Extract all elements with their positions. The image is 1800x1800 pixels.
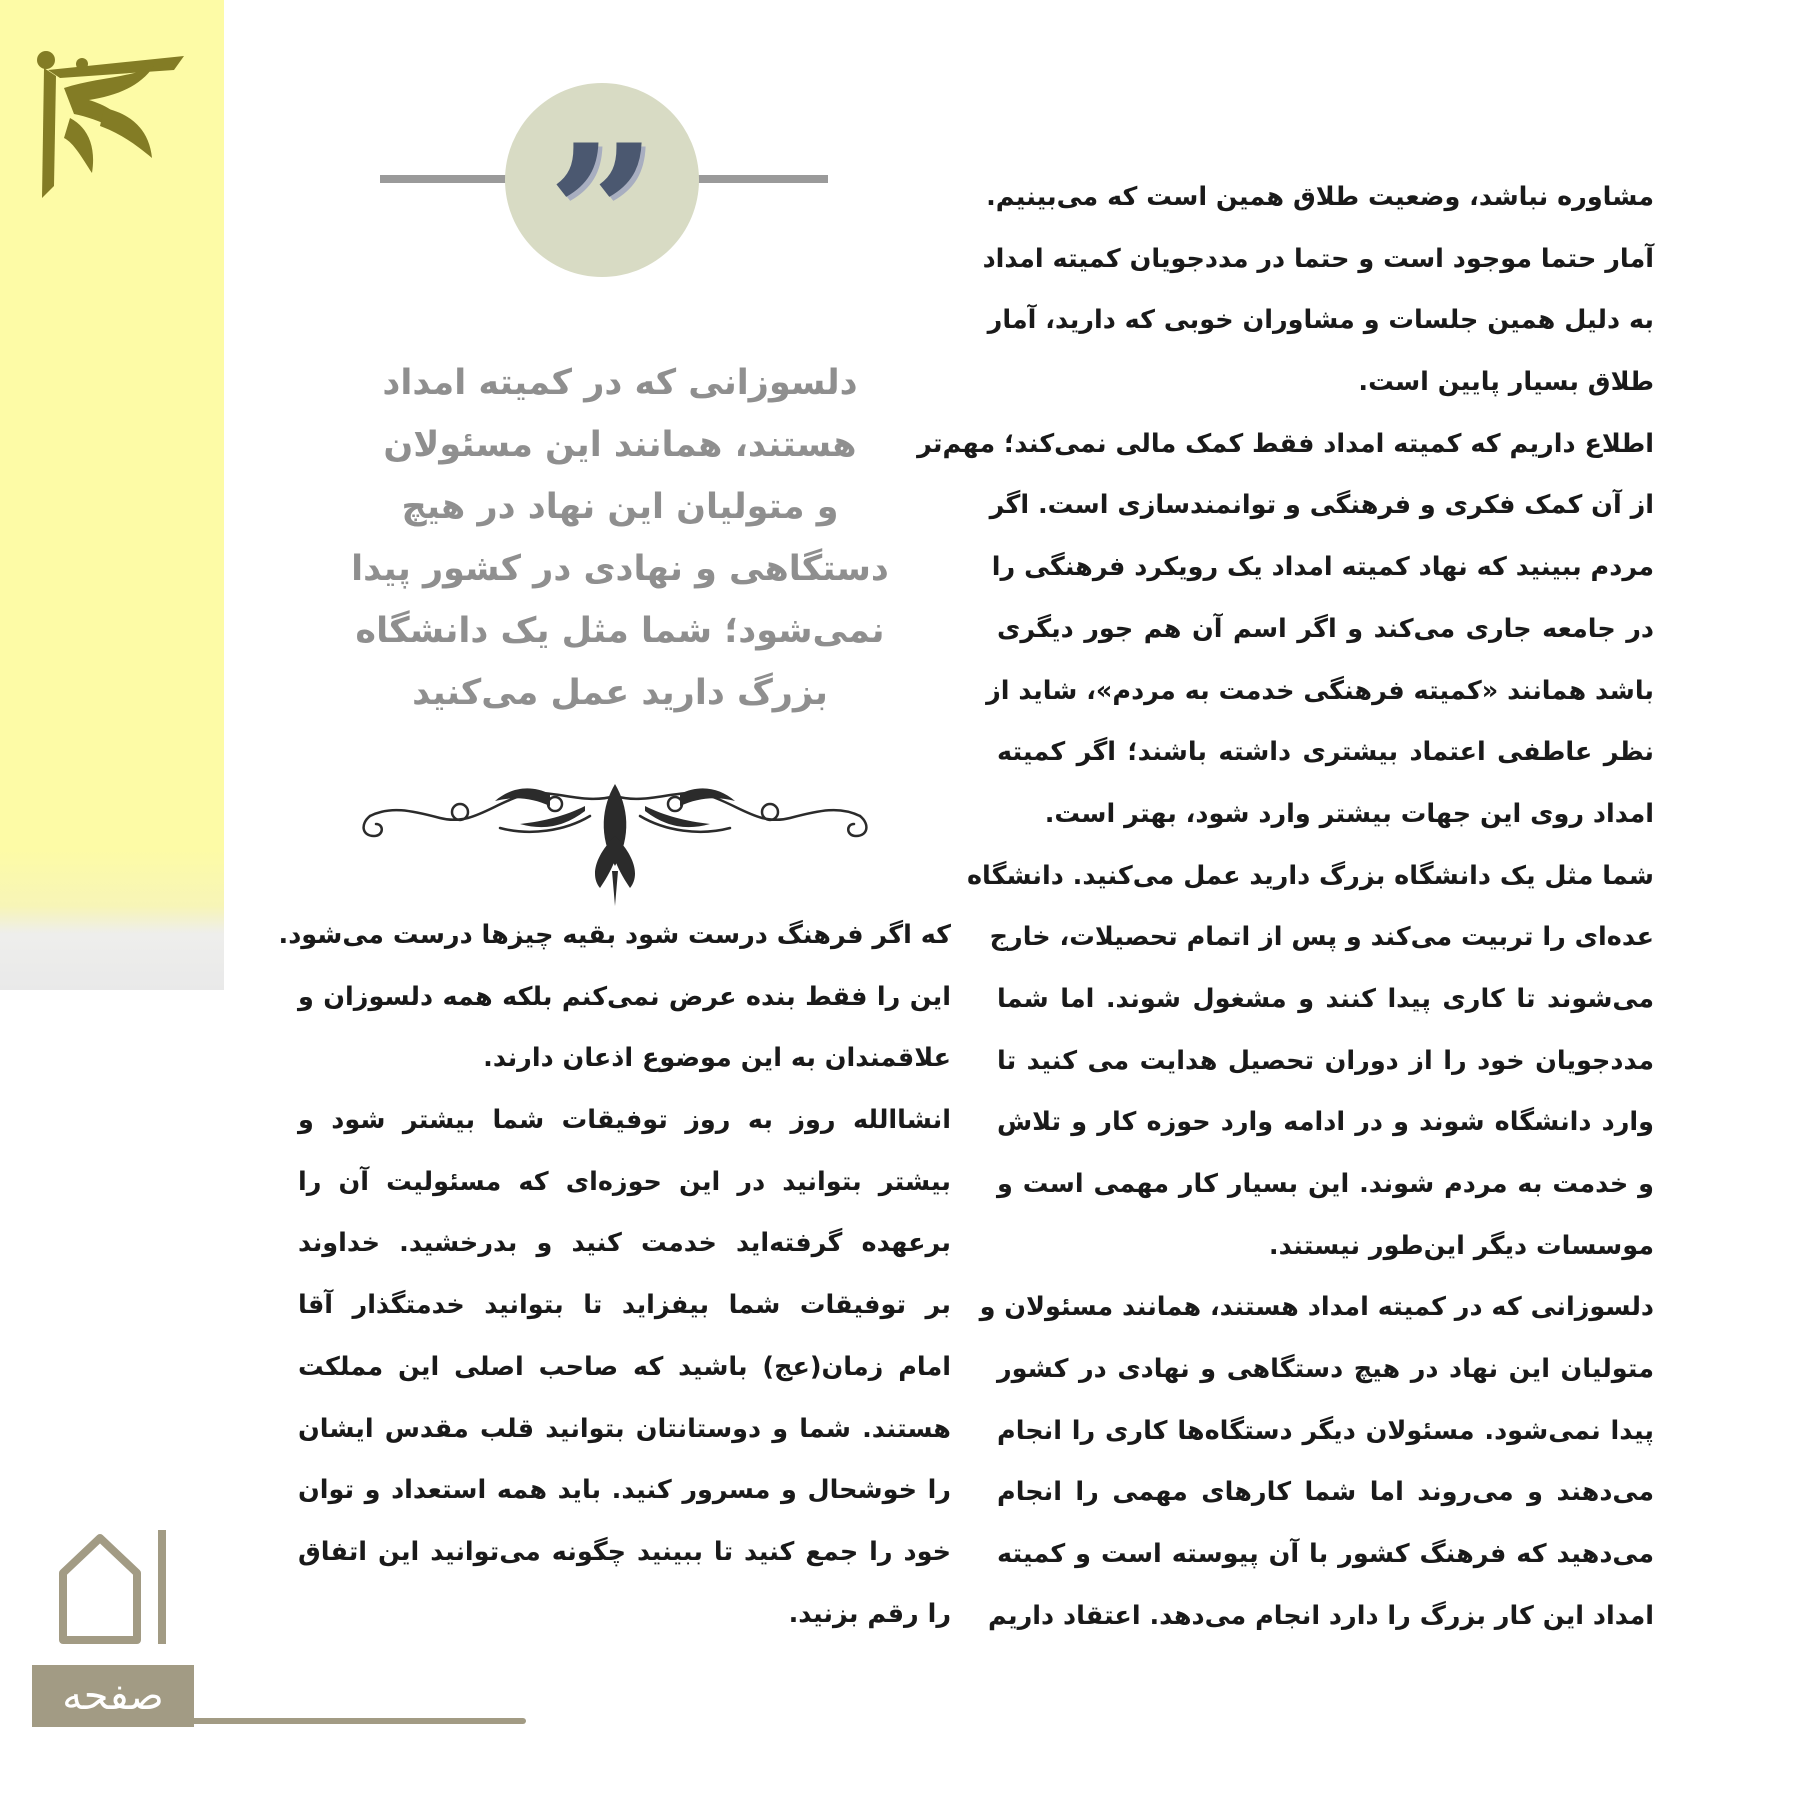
text-line: را خوشحال و مسرور کنید. باید همه استعداد و توان bbox=[298, 1475, 951, 1506]
page-number-graphic bbox=[55, 1528, 170, 1648]
text-line: و خدمت به مردم شوند. این بسیار کار مهمی است و bbox=[997, 1169, 1654, 1199]
flourish-divider-icon bbox=[350, 776, 880, 908]
text-line: عده‌ای را تربیت می‌کند و پس از اتمام تحصیلات، خارج bbox=[989, 922, 1654, 953]
quote-badge bbox=[505, 83, 699, 326]
text-line: می‌دهند و می‌روند اما شما کارهای مهمی را انجام bbox=[997, 1477, 1654, 1508]
text-line: این را فقط بنده عرض نمی‌کنم بلکه همه دلسوزان و bbox=[298, 981, 951, 1012]
article-column-left bbox=[278, 905, 951, 1645]
text-line: پیدا نمی‌شود. مسئولان دیگر دستگاه‌ها کاری را انجام bbox=[997, 1415, 1654, 1446]
article-column-right bbox=[917, 167, 1654, 1648]
pull-quote-line: و متولیان این نهاد در هیچ bbox=[401, 487, 839, 527]
text-line: می‌شوند تا کاری پیدا کنند و مشغول شوند. اما شما bbox=[997, 983, 1654, 1014]
text-line: بر توفیقات شما بیفزاید تا بتوانید خدمتگذار آقا bbox=[298, 1290, 951, 1321]
text-line: امداد روی این جهات بیشتر وارد شود، بهتر است. bbox=[1044, 798, 1654, 829]
text-line: را رقم بزنید. bbox=[788, 1598, 951, 1629]
page-label-badge bbox=[32, 1665, 194, 1727]
pull-quote-line: نمی‌شود؛ شما مثل یک دانشگاه bbox=[355, 611, 885, 651]
pull-quote-line: هستند، همانند این مسئولان bbox=[383, 425, 857, 465]
side-band-fade bbox=[0, 850, 224, 990]
text-line: اطلاع داریم که کمیته امداد فقط کمک مالی نمی‌کند؛ مهم‌تر bbox=[917, 428, 1654, 459]
text-line: مشاوره نباشد، وضعیت طلاق همین است که می‌بینیم. bbox=[986, 182, 1654, 212]
text-line: که اگر فرهنگ درست شود بقیه چیزها درست می‌شود. bbox=[278, 920, 951, 950]
text-line: امام زمان(عج) باشید که صاحب اصلی این مملکت bbox=[298, 1351, 951, 1382]
text-line: از آن کمک فکری و فرهنگی و توانمندسازی است. اگر bbox=[989, 490, 1654, 521]
text-line: خود را جمع کنید تا ببینید چگونه می‌توانید این اتفاق bbox=[298, 1536, 951, 1567]
page-label: صفحه bbox=[62, 1673, 164, 1719]
text-line: انشاالله روز به روز توفیقات شما بیشتر شود و bbox=[298, 1105, 951, 1136]
text-line: علاقمندان به این موضوع اذعان دارند. bbox=[483, 1043, 951, 1074]
text-line: برعهده گرفته‌اید خدمت کنید و بدرخشید. خداوند bbox=[298, 1228, 951, 1259]
corner-ornament-icon bbox=[34, 48, 194, 198]
text-line: به دلیل همین جلسات و مشاوران خوبی که دارید، آمار bbox=[987, 305, 1654, 336]
text-line: هستند. شما و دوستانتان بتوانید قلب مقدس ایشان bbox=[298, 1413, 951, 1444]
text-line: مددجویان خود را از دوران تحصیل هدایت می کنید تا bbox=[997, 1045, 1654, 1076]
pull-quote-line: بزرگ دارید عمل می‌کنید bbox=[412, 673, 828, 713]
text-line: وارد دانشگاه شوند و در ادامه وارد حوزه کار و تلاش bbox=[997, 1107, 1654, 1138]
text-line: در جامعه جاری می‌کند و اگر اسم آن هم جور دیگری bbox=[997, 613, 1654, 644]
text-line: می‌دهید که فرهنگ کشور با آن پیوسته است و کمیته bbox=[997, 1539, 1654, 1570]
text-line: مردم ببینید که نهاد کمیته امداد یک رویکرد فرهنگی را bbox=[991, 552, 1654, 583]
pull-quote bbox=[350, 352, 890, 724]
pull-quote-line: دلسوزانی که در کمیته امداد bbox=[382, 363, 858, 403]
text-line: امداد این کار بزرگ را دارد انجام می‌دهد. اعتقاد داریم bbox=[988, 1600, 1654, 1631]
text-line: آمار حتما موجود است و حتما در مددجویان کمیته امداد bbox=[982, 243, 1654, 274]
text-line: موسسات دیگر این‌طور نیستند. bbox=[1268, 1230, 1654, 1261]
text-line: بیشتر بتوانید در این حوزه‌ای که مسئولیت آن را bbox=[298, 1166, 951, 1197]
text-line: نظر عاطفی اعتماد بیشتری داشته باشند؛ اگر کمیته bbox=[997, 737, 1654, 768]
text-line: متولیان این نهاد در هیچ دستگاهی و نهادی در کشور bbox=[997, 1354, 1654, 1385]
pull-quote-line: دستگاهی و نهادی در کشور پیدا bbox=[351, 549, 889, 589]
text-line: دلسوزانی که در کمیته امداد هستند، همانند مسئولان و bbox=[979, 1292, 1654, 1323]
text-line: باشد همانند «کمیته فرهنگی خدمت به مردم»، شاید از bbox=[986, 675, 1654, 706]
text-line: طلاق بسیار پایین است. bbox=[1358, 367, 1654, 398]
text-line: شما مثل یک دانشگاه بزرگ دارید عمل می‌کنید. دانشگاه bbox=[967, 860, 1654, 891]
quote-mark-icon: ” bbox=[547, 103, 657, 326]
quote-line-left bbox=[380, 175, 512, 183]
quote-line-right bbox=[693, 175, 828, 183]
